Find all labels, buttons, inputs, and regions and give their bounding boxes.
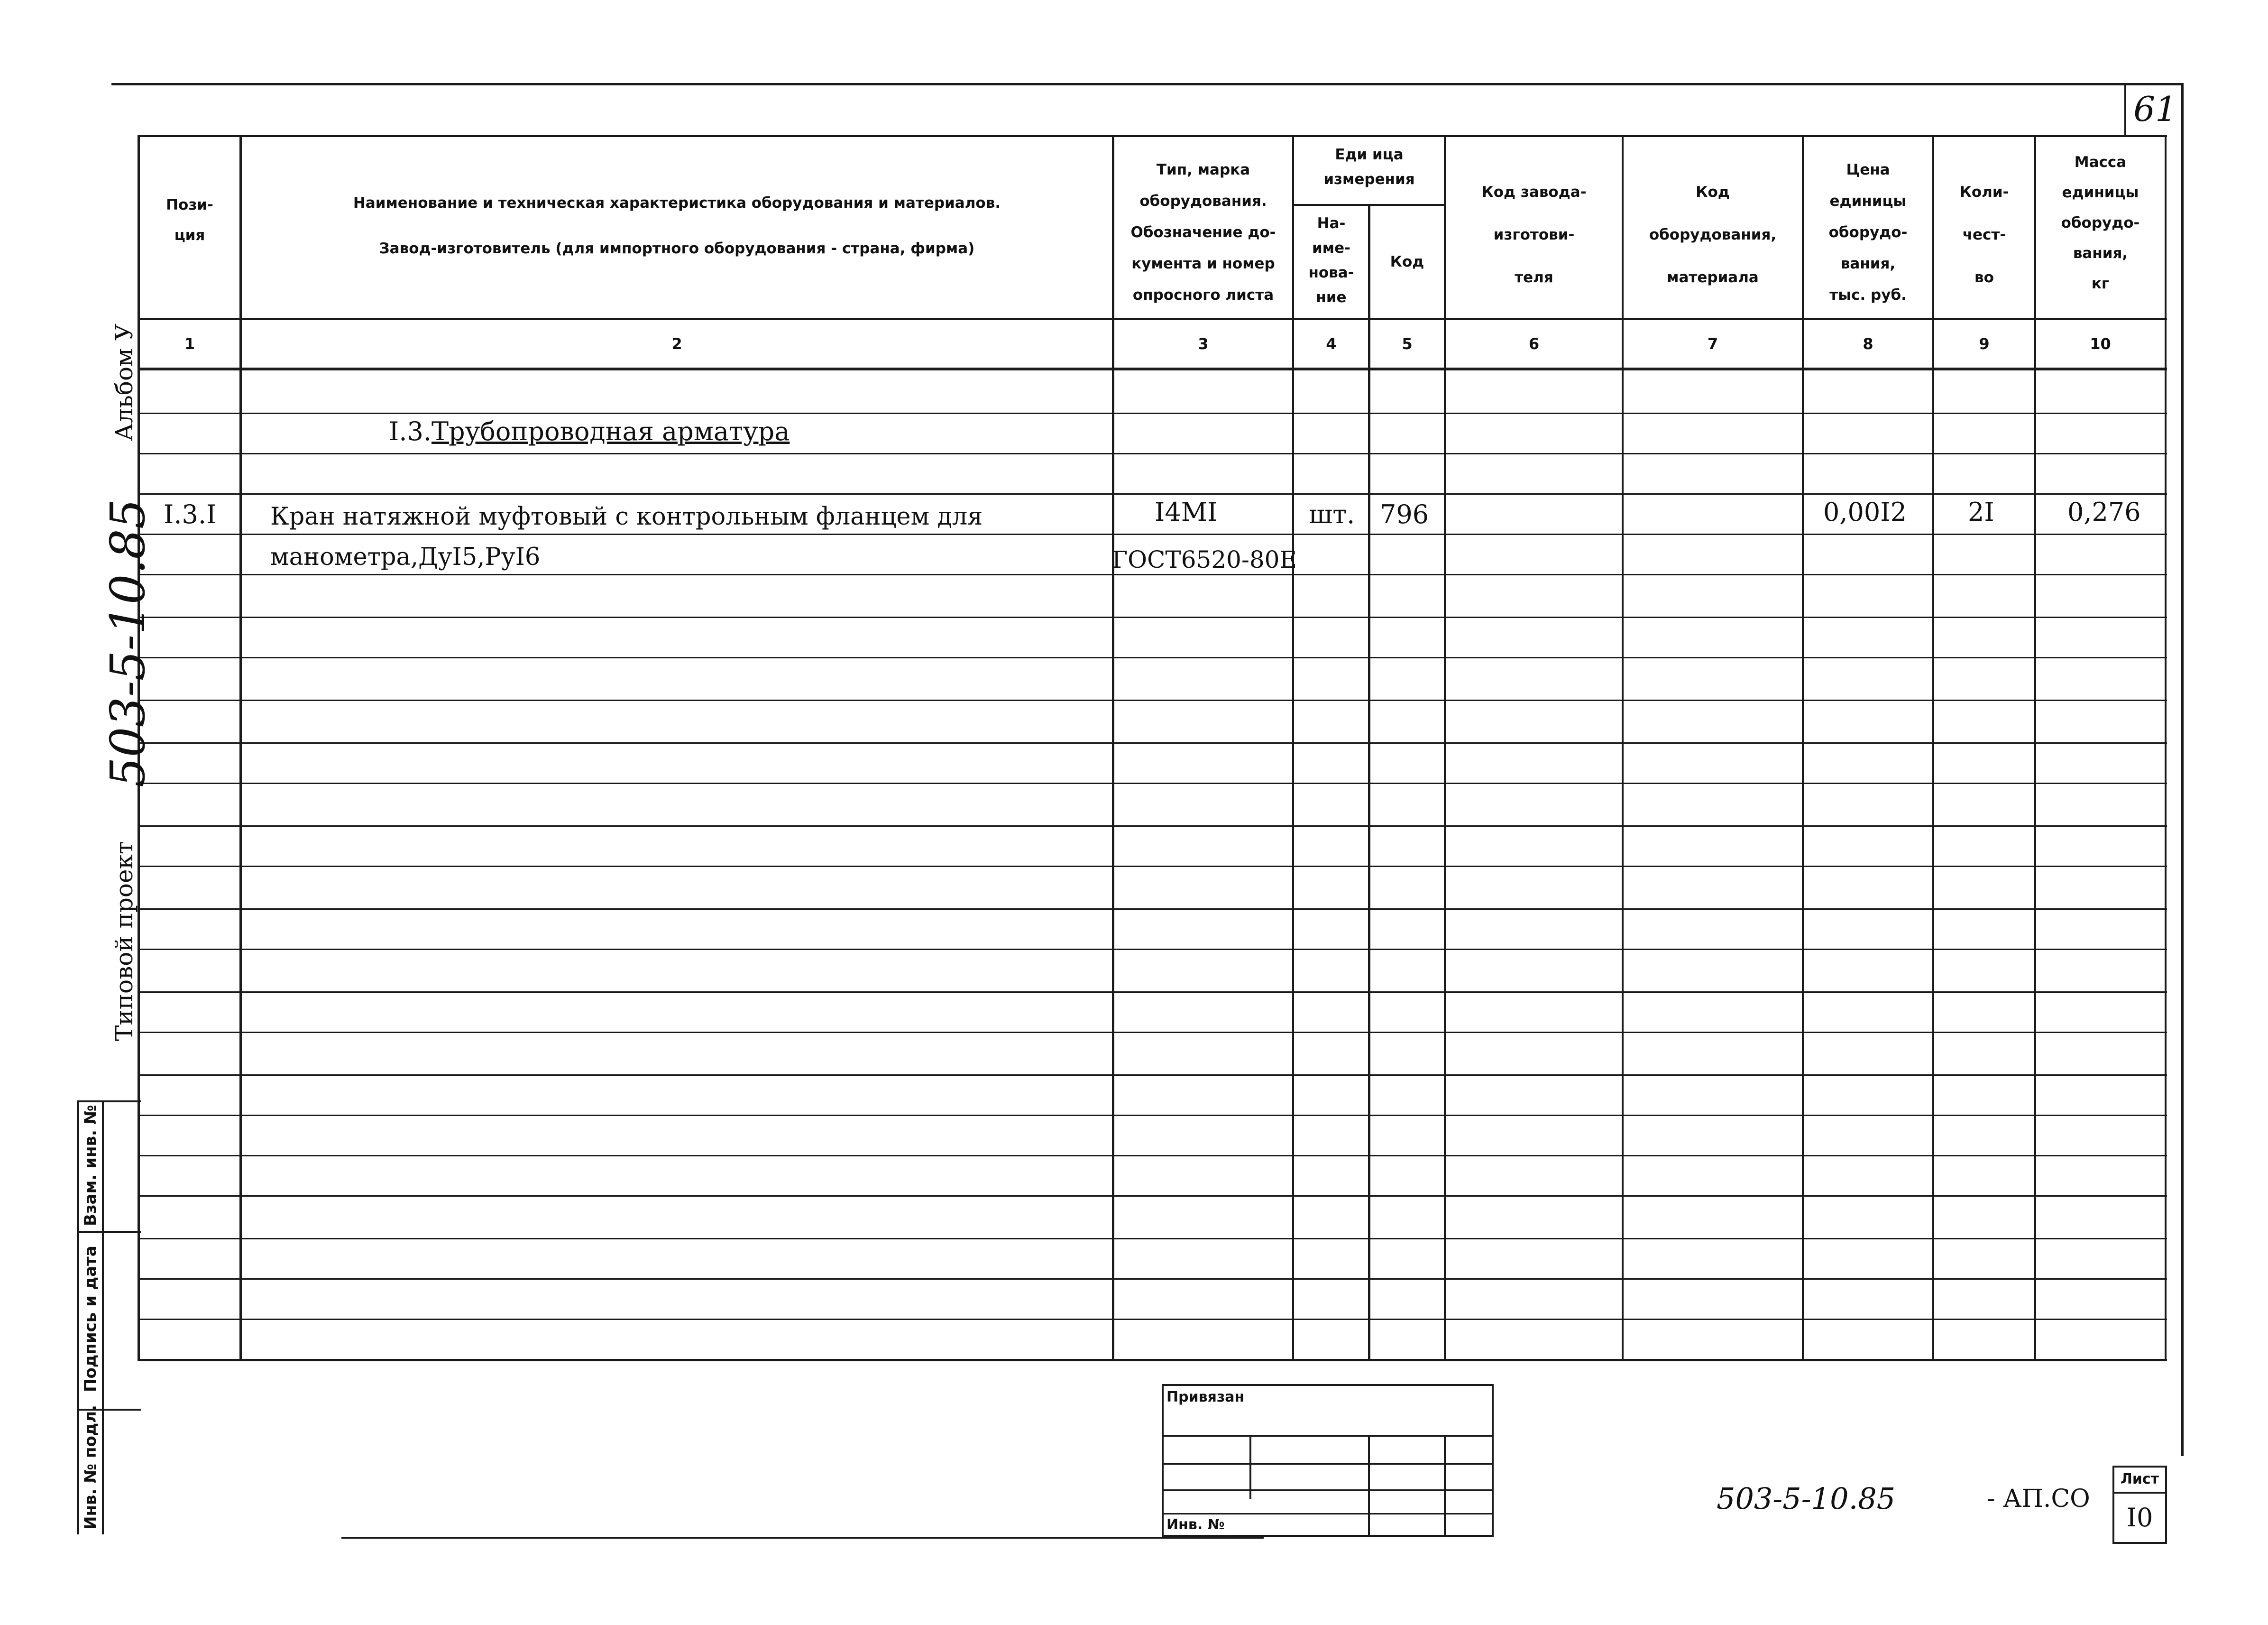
table-top-line [138,135,1444,137]
right-border-line [2181,83,2184,1456]
table-row-line [138,1319,2167,1320]
bottom-baseline [341,1537,1264,1539]
top-border-line [111,83,2184,85]
header-position: Пози- ция [166,196,213,244]
row-type-mark: I4МI [1155,497,1218,527]
table-row-line [138,1155,2167,1156]
table-row-line [138,991,2167,993]
table-row-line [138,949,2167,950]
stamp-strip-div1 [77,1231,141,1233]
row-price: 0,00I2 [1823,497,1907,527]
col-line-2 [1112,135,1114,1359]
header-factory-code: Код завода- изготови- теля [1481,184,1587,286]
table-row-line [138,1115,2167,1116]
column-number: 7 [1707,335,1718,353]
col-line-9 [2034,135,2036,1359]
table-row-line [138,742,2167,744]
replaced-inv-label: Взам. инв. № [81,1105,100,1226]
col-line-4 [1368,204,1370,1359]
col-line-8 [1932,135,1934,1359]
table-row-line [138,1195,2167,1197]
table-row-line [138,1074,2167,1076]
row-mass: 0,276 [2067,497,2141,527]
column-number: 6 [1528,335,1540,353]
header-quantity: Коли- чест- во [1959,184,2009,286]
header-price: Цена единицы оборудо- вания, тыс. руб. [1828,161,1908,304]
document-suffix: - АП.СО [1987,1485,2090,1513]
column-number: 5 [1402,335,1413,353]
sheet-number: I0 [2126,1503,2153,1533]
row-document: ГОСТ6520-80Е [1112,546,1297,573]
header-unit-name: На- име- нова- ние [1308,215,1354,306]
table-row-line [138,413,2167,414]
column-number: 9 [1979,335,1990,353]
table-row-line [138,1032,2167,1033]
table-row-line [138,453,2167,454]
table-row-line [138,534,2167,535]
linked-stamp-v3 [1444,1435,1446,1537]
header-type-mark: Тип, марка оборудования. Обозначение до- кумента и номер опросного листа [1130,161,1276,304]
header-equipment-code: Код оборудования, материала [1649,184,1777,286]
column-number: 3 [1198,335,1209,353]
section-name: Трубопроводная арматура [432,416,790,446]
stamp-strip-left [77,1100,79,1534]
table-row-line [138,1238,2167,1239]
column-number: 2 [671,335,682,353]
album-label: Альбом У [110,323,138,441]
signature-date-label: Подпись и дата [81,1246,100,1392]
row-name-line1: Кран натяжной муфтовый с контрольным фланцем для [270,503,983,531]
table-row-line [138,1278,2167,1280]
table-row-line [138,783,2167,784]
linked-stamp-v1 [1249,1435,1251,1499]
linked-label: Привязан [1166,1389,1245,1405]
table-row-line [138,825,2167,827]
corner-divider [2124,83,2126,135]
header-name: Наименование и техническая характеристика оборудования и материалов. Завод-изготовитель (для импортного оборудования - страна, фирма) [353,194,1001,257]
sheet-label: Лист [2120,1471,2159,1487]
document-code: 503-5-10.85 [1717,1481,1896,1516]
column-number: 10 [2090,335,2111,353]
col-line-5 [1444,135,1446,1359]
table-row-line [138,700,2167,701]
col-line-7 [1802,135,1804,1359]
section-number: I.3. [389,416,432,446]
table-row-line [138,617,2167,618]
column-number: 8 [1863,335,1873,353]
table-row-line [138,908,2167,910]
row-position: I.3.I [164,499,217,529]
numbers-row-bottom-line [138,368,2167,370]
row-unit-code: 796 [1380,499,1429,529]
table-row-line [138,657,2167,658]
sheet-corner-number: 61 [2133,89,2177,129]
table-row-line [138,866,2167,867]
header-unit-code: Код [1390,253,1424,270]
col-line-3 [1292,135,1294,1359]
original-inv-label: Инв. № подл. [81,1404,100,1530]
column-number: 1 [184,335,195,353]
row-quantity: 2I [1968,497,1994,527]
column-number: 4 [1326,335,1337,353]
project-code-handwritten: 503-5-10.85 [100,499,156,787]
header-bottom-line [138,318,2167,320]
header-unit-group: Еди ица измерения [1323,146,1415,188]
col-line-6 [1622,135,1624,1359]
header-mass: Масса единицы оборудо- вания, кг [2061,154,2140,292]
table-row-line [138,1359,2167,1361]
row-name-line2: манометра,ДуI5,РуI6 [270,543,541,571]
row-unit-name: шт. [1309,499,1355,529]
section-title [389,415,790,448]
typical-project-label: Типовой проект [110,841,138,1041]
table-top-line-right [1444,135,2167,137]
sheet-box-divider [2112,1492,2167,1494]
col-line-1 [239,135,242,1359]
linked-stamp-v2 [1368,1435,1370,1537]
stamp-strip-top [77,1100,141,1102]
stamp-strip-right [102,1100,104,1534]
inv-no-label: Инв. № [1166,1516,1225,1533]
table-row-line [138,493,2167,495]
